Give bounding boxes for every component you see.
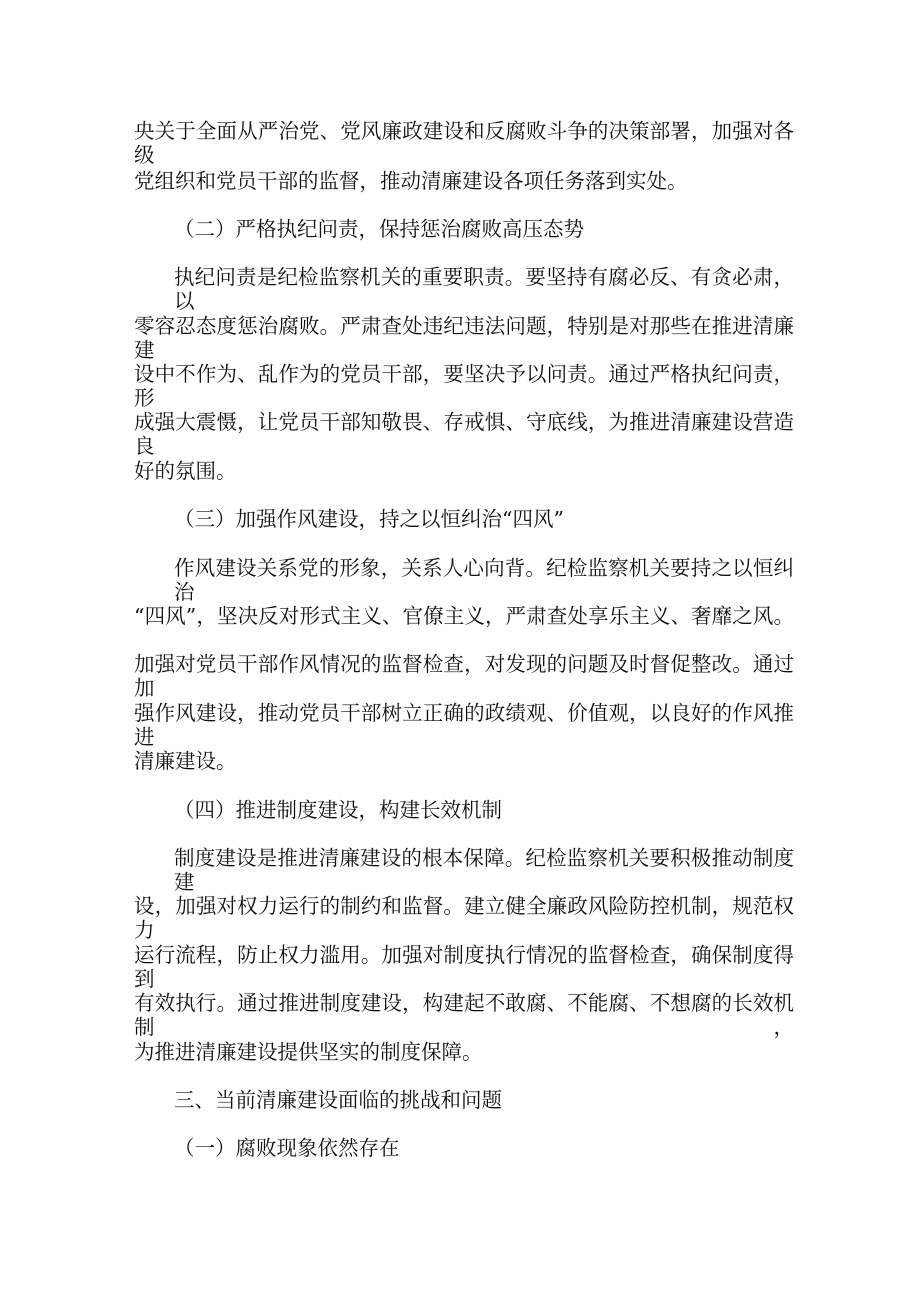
- body-text-line: “四风”，坚决反对形式主义、官僚主义，严肃查处享乐主义、奢靡之风。: [134, 604, 794, 628]
- body-text-line: 成强大震慑，让党员干部知敬畏、存戒惧、守底线，为推进清廉建设营造良: [134, 410, 794, 458]
- body-text-line: 制度建设是推进清廉建设的根本保障。纪检监察机关要积极推动制度建: [174, 846, 794, 894]
- body-text-line: 好的氛围。: [134, 459, 237, 483]
- body-text-line: 清廉建设。: [134, 749, 237, 773]
- section-heading: （二）严格执纪问责，保持惩治腐败高压态势: [174, 217, 584, 241]
- section-heading: （四）推进制度建设，构建长效机制: [174, 798, 502, 822]
- chapter-heading: 三、当前清廉建设面临的挑战和问题: [174, 1088, 502, 1112]
- section-heading: （一）腐败现象依然存在: [174, 1136, 400, 1160]
- body-text-line: 央关于全面从严治党、党风廉政建设和反腐败斗争的决策部署，加强对各级: [134, 119, 794, 167]
- body-text-line: 党组织和党员干部的监督，推动清廉建设各项任务落到实处。: [134, 169, 688, 193]
- body-text-line: 加强对党员干部作风情况的监督检查，对发现的问题及时督促整改。通过加: [134, 652, 794, 700]
- body-text-line: 为推进清廉建设提供坚实的制度保障。: [134, 1040, 483, 1064]
- body-text-line: 作风建设关系党的形象，关系人心向背。纪检监察机关要持之以恒纠治: [174, 556, 794, 604]
- section-heading: （三）加强作风建设，持之以恒纠治“四风”: [174, 507, 564, 531]
- body-text-line: 强作风建设，推动党员干部树立正确的政绩观、价值观，以良好的作风推进: [134, 701, 794, 749]
- body-text-line: 运行流程，防止权力滥用。加强对制度执行情况的监督检查，确保制度得到: [134, 943, 794, 991]
- body-text-line: 设中不作为、乱作为的党员干部，要坚决予以问责。通过严格执纪问责，形: [134, 362, 794, 410]
- body-text-line: 执纪问责是纪检监察机关的重要职责。要坚持有腐必反、有贪必肃，以: [174, 265, 794, 313]
- body-text-line: 零容忍态度惩治腐败。严肃查处违纪违法问题，特别是对那些在推进清廉建: [134, 314, 794, 362]
- body-text-line: 有效执行。通过推进制度建设，构建起不敢腐、不能腐、不想腐的长效机制，: [134, 991, 794, 1039]
- body-text-line: 设，加强对权力运行的制约和监督。建立健全廉政风险防控机制，规范权力: [134, 894, 794, 942]
